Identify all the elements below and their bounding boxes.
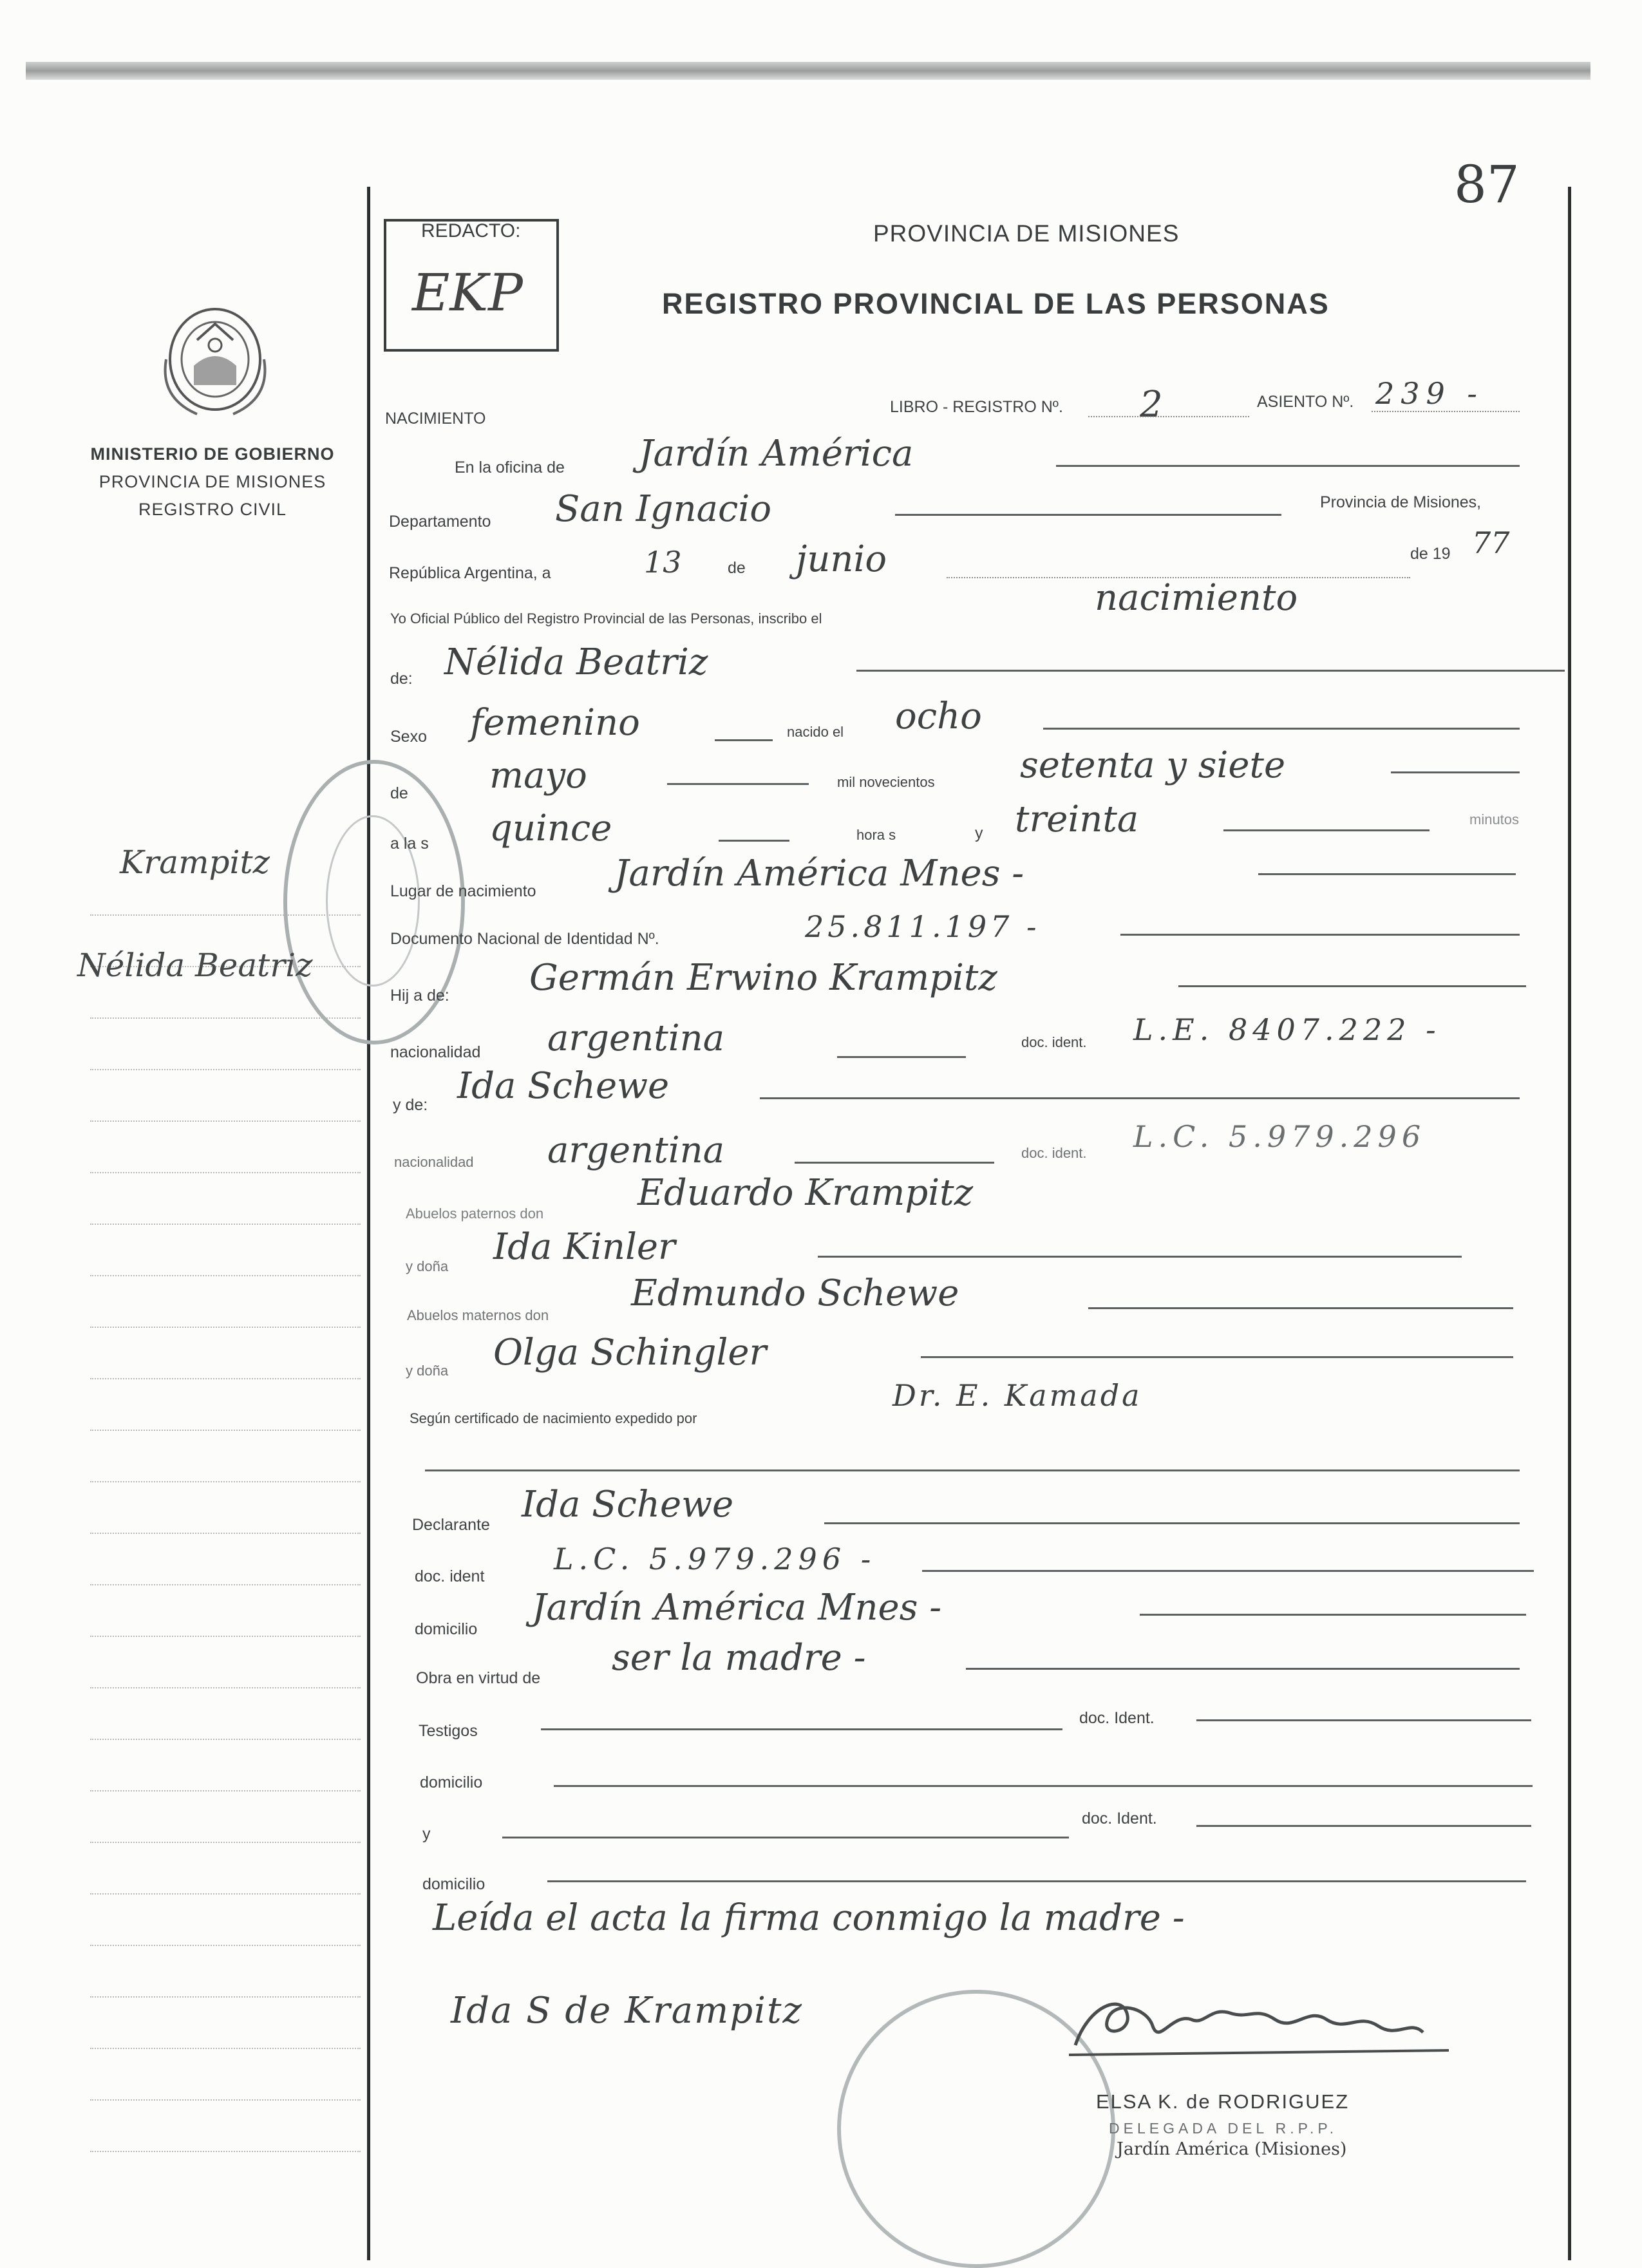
- de2-label: de: [390, 784, 408, 802]
- act-type-label: NACIMIENTO: [385, 410, 486, 428]
- asiento-value: 239 -: [1375, 376, 1484, 411]
- margin-rule-line: [90, 1636, 361, 1637]
- domicilio-label: domicilio: [415, 1620, 478, 1638]
- father-nationality-label: nacionalidad: [390, 1043, 481, 1061]
- yo-oficial-label: Yo Oficial Público del Registro Provincial de las Personas, inscribo el: [390, 610, 822, 627]
- libro-label: LIBRO - REGISTRO Nº.: [890, 398, 1063, 416]
- y-dona-mat-label: y doña: [406, 1363, 449, 1379]
- birth-month: mayo: [489, 755, 587, 797]
- year-value: 77: [1472, 525, 1510, 560]
- lugar-line: [1258, 873, 1516, 875]
- closing-text: Leída el acta la firma conmigo la madre -: [433, 1897, 1185, 1939]
- oficina-value: Jardín América: [639, 433, 914, 475]
- a-las-label: a la s: [390, 835, 429, 853]
- domicilio3-label: domicilio: [422, 1875, 486, 1893]
- domicilio3-line: [547, 1880, 1526, 1882]
- testigos-doc-line: [1196, 1719, 1531, 1721]
- oficina-line: [1056, 465, 1520, 467]
- child-name: Nélida Beatriz: [444, 641, 708, 683]
- mil-label: mil novecientos: [837, 774, 935, 790]
- nacido-label: nacido el: [787, 724, 844, 740]
- oficina-label: En la oficina de: [455, 458, 565, 477]
- page-number: 87: [1454, 155, 1520, 214]
- margin-rule-line: [90, 1017, 361, 1019]
- margin-rule-line: [90, 1790, 361, 1791]
- domicilio-line: [1140, 1614, 1526, 1616]
- mother-name: Ida Schewe: [457, 1065, 670, 1107]
- year-label: de 19: [1410, 545, 1451, 563]
- testigos-doc-label: doc. Ident.: [1079, 1709, 1155, 1727]
- margin-rule-line: [90, 1224, 361, 1225]
- departamento-label: Departamento: [389, 513, 491, 531]
- ministry-title: MINISTERIO DE GOBIERNO: [90, 444, 335, 464]
- de-name-label: de:: [390, 670, 413, 688]
- asiento-label: ASIENTO Nº.: [1257, 393, 1354, 411]
- mother-name-line: [760, 1097, 1520, 1099]
- father-name-line: [1178, 985, 1526, 987]
- dni-label: Documento Nacional de Identidad Nº.: [390, 930, 659, 948]
- margin-rule-line: [90, 2099, 361, 2101]
- margin-surname: Krampitz: [120, 844, 270, 881]
- yo-oficial-value: nacimiento: [1095, 577, 1298, 619]
- mat-grandfather-line: [1088, 1307, 1513, 1309]
- scan-top-band: [26, 62, 1590, 80]
- margin-rule-line: [90, 1275, 361, 1276]
- margin-rule-line: [90, 1327, 361, 1328]
- margin-rule-line: [90, 1069, 361, 1070]
- mat-grandmother-line: [921, 1356, 1513, 1358]
- departamento-value: San Ignacio: [555, 488, 772, 530]
- margin-rule-line: [90, 1996, 361, 1998]
- maternal-grandfather: Edmundo Schewe: [631, 1272, 959, 1314]
- hora-label: hora s: [856, 827, 896, 843]
- minutes-value: treinta: [1015, 799, 1139, 840]
- domicilio2-line: [554, 1785, 1533, 1787]
- margin-rule-line: [90, 2151, 361, 2152]
- testigo2-line: [502, 1837, 1069, 1838]
- official-signature-icon: [1062, 1968, 1475, 2071]
- republica-label: República Argentina, a: [389, 564, 551, 582]
- y2-label: y: [422, 1825, 431, 1843]
- ministry-civil-registry: REGISTRO CIVIL: [138, 500, 287, 519]
- minutes-line: [1223, 829, 1430, 831]
- dni-line: [1120, 934, 1520, 936]
- lugar-value: Jardín América Mnes -: [614, 853, 1024, 894]
- testigos-label: Testigos: [419, 1722, 478, 1740]
- minutos-label: minutos: [1469, 811, 1520, 827]
- father-nationality: argentina: [547, 1017, 725, 1059]
- paternal-grandmother: Ida Kinler: [493, 1226, 675, 1268]
- hour-value: quince: [489, 808, 612, 849]
- margin-rule-line: [90, 1842, 361, 1843]
- hour-line: [719, 840, 789, 842]
- province-header: PROVINCIA DE MISIONES: [873, 220, 1180, 247]
- margin-names: Nélida Beatriz: [77, 947, 313, 984]
- hija-label: Hij a de:: [390, 987, 449, 1005]
- pat-grandmother-line: [818, 1256, 1462, 1258]
- birth-month-line: [667, 783, 809, 785]
- birth-day-line: [1043, 728, 1520, 730]
- redacto-label: REDACTO:: [421, 220, 521, 241]
- declarante-label: Declarante: [412, 1516, 490, 1534]
- y-dona-pat-label: y doña: [406, 1258, 449, 1274]
- official-role: DELEGADA DEL R.P.P.: [1109, 2120, 1338, 2137]
- abuelos-maternos-label: Abuelos maternos don: [407, 1307, 549, 1323]
- margin-rule-line: [90, 1120, 361, 1122]
- father-doc-label: doc. ident.: [1021, 1034, 1087, 1050]
- declarante-doc-label: doc. ident: [415, 1567, 485, 1585]
- provincial-seal-icon: [158, 295, 272, 421]
- margin-rule-line: [90, 1533, 361, 1534]
- asiento-dots: [1372, 411, 1520, 412]
- sexo-value: femenino: [470, 702, 640, 744]
- declarante-line: [824, 1522, 1520, 1524]
- father-name: Germán Erwino Krampitz: [529, 957, 997, 999]
- day-value: 13: [644, 545, 682, 580]
- registry-header: REGISTRO PROVINCIAL DE LAS PERSONAS: [662, 287, 1330, 320]
- mother-doc: L.C. 5.979.296: [1133, 1119, 1426, 1154]
- margin-rule-line: [90, 1378, 361, 1379]
- margin-rule-line: [90, 1687, 361, 1688]
- father-doc: L.E. 8407.222 -: [1133, 1012, 1441, 1047]
- libro-dots: [1088, 416, 1249, 417]
- domicilio-value: Jardín América Mnes -: [532, 1587, 942, 1629]
- mother-nationality-line: [795, 1162, 994, 1164]
- maternal-grandmother: Olga Schingler: [493, 1332, 767, 1374]
- margin-rule-line: [90, 1172, 361, 1173]
- father-nationality-line: [837, 1056, 966, 1058]
- obra-line: [966, 1668, 1520, 1670]
- mother-nationality-label: nacionalidad: [394, 1154, 474, 1170]
- domicilio2-label: domicilio: [420, 1773, 483, 1791]
- birth-year-line: [1391, 771, 1520, 773]
- declarante-value: Ida Schewe: [522, 1484, 734, 1526]
- abuelos-paternos-label: Abuelos paternos don: [406, 1205, 544, 1222]
- lugar-label: Lugar de nacimiento: [390, 882, 536, 900]
- paternal-grandfather: Eduardo Krampitz: [637, 1172, 974, 1214]
- testigo2-doc-label: doc. Ident.: [1082, 1810, 1157, 1828]
- ministry-block: [77, 444, 348, 527]
- margin-rule-line: [90, 2048, 361, 2049]
- redacto-initials: EKP: [412, 263, 523, 323]
- declarante-doc-line: [922, 1570, 1534, 1572]
- mother-nationality: argentina: [547, 1129, 725, 1171]
- birth-year-words: setenta y siete: [1020, 744, 1286, 786]
- margin-rule-line: [90, 1739, 361, 1740]
- sexo-label: Sexo: [390, 728, 427, 746]
- testigo2-doc-line: [1196, 1825, 1531, 1827]
- y-label: y: [975, 824, 983, 842]
- testigos-line: [541, 1728, 1062, 1730]
- official-place: Jardín América (Misiones): [1117, 2139, 1347, 2159]
- birth-day: ocho: [895, 695, 982, 737]
- y-de-label: y de:: [393, 1096, 428, 1114]
- obra-label: Obra en virtud de: [416, 1669, 541, 1687]
- margin-rule-line: [90, 1584, 361, 1585]
- margin-rule-line: [90, 1481, 361, 1482]
- margin-rule-line: [90, 1945, 361, 1946]
- libro-value: 2: [1140, 384, 1163, 426]
- mother-doc-label: doc. ident.: [1021, 1145, 1087, 1161]
- margin-rule-line: [90, 1893, 361, 1895]
- de-label: de: [728, 559, 746, 577]
- margin-rule-line: [90, 1430, 361, 1431]
- child-name-line: [856, 670, 1565, 672]
- mother-signature: Ida S de Krampitz: [451, 1990, 803, 2032]
- departamento-line: [895, 514, 1281, 516]
- sexo-line: [715, 739, 773, 741]
- provincia-label: Provincia de Misiones,: [1320, 493, 1482, 511]
- certificado-label: Según certificado de nacimiento expedido por: [410, 1410, 697, 1426]
- month-value: junio: [796, 538, 887, 580]
- dni-value: 25.811.197 -: [805, 909, 1041, 944]
- certificado-line-2: [425, 1469, 1520, 1471]
- obra-value: ser la madre -: [612, 1637, 866, 1679]
- certificado-value: Dr. E. Kamada: [892, 1378, 1142, 1413]
- ministry-province: PROVINCIA DE MISIONES: [99, 472, 326, 491]
- declarante-doc: L.C. 5.979.296 -: [554, 1542, 876, 1576]
- official-name: ELSA K. de RODRIGUEZ: [1096, 2090, 1350, 2113]
